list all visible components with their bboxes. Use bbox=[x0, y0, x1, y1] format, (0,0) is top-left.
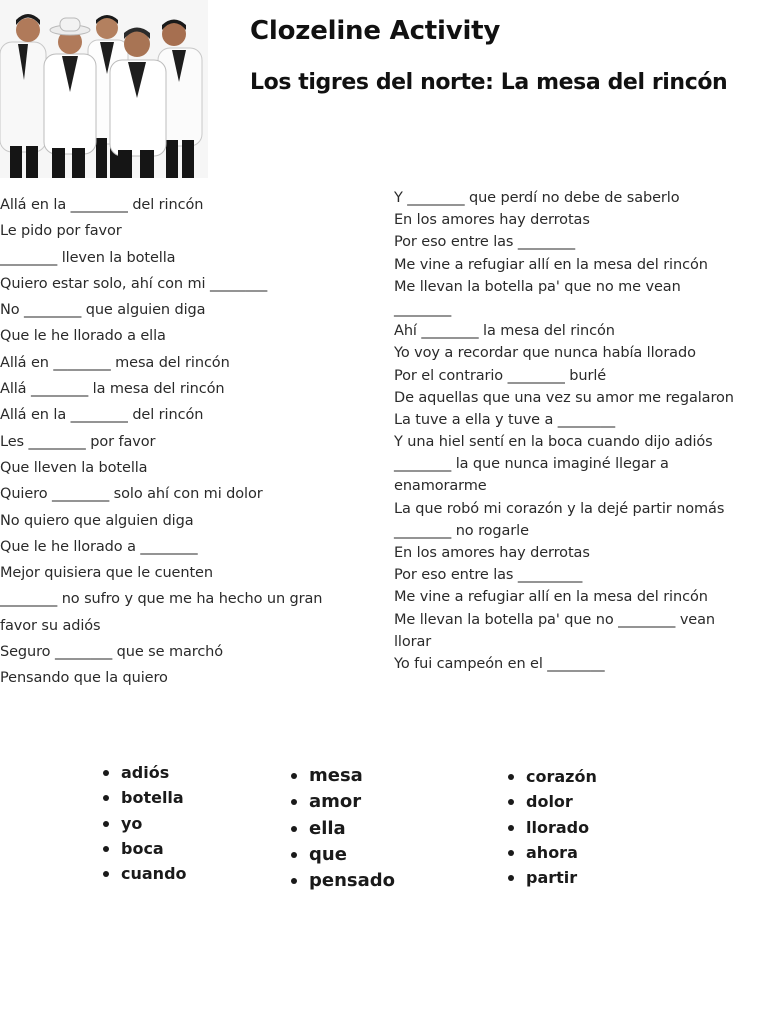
lyric-line: Le pido por favor bbox=[0, 223, 122, 240]
word-bank-item: cuando bbox=[101, 861, 187, 886]
lyric-line: ________ bbox=[394, 300, 452, 317]
lyric-line: Por eso entre las ________ bbox=[394, 234, 576, 251]
lyric-line: Mejor quisiera que le cuenten bbox=[0, 565, 213, 582]
page-title: Clozeline Activity bbox=[250, 16, 501, 46]
song-title: Los tigres del norte: La mesa del rincón bbox=[250, 70, 728, 95]
word-bank-item: que bbox=[289, 842, 395, 868]
word-bank-item: ella bbox=[289, 816, 395, 842]
lyric-line: ________ la que nunca imaginé llegar a bbox=[394, 456, 669, 473]
lyric-line: No ________ que alguien diga bbox=[0, 302, 206, 319]
lyric-line: Me llevan la botella pa' que no ________ vean bbox=[394, 611, 716, 628]
lyric-line: Yo voy a recordar que nunca había llorado bbox=[394, 345, 696, 362]
lyric-line: Me vine a refugiar allí en la mesa del rincón bbox=[394, 256, 708, 273]
lyric-line: Que lleven la botella bbox=[0, 459, 148, 476]
lyric-line: La tuve a ella y tuve a ________ bbox=[394, 411, 615, 428]
lyrics-right-column bbox=[394, 187, 734, 675]
lyric-line: Allá en la ________ del rincón bbox=[0, 197, 204, 213]
lyric-line: Me llevan la botella pa' que no me vean bbox=[394, 278, 681, 295]
word-bank-item: ahora bbox=[506, 840, 597, 865]
lyric-line: En los amores hay derrotas bbox=[394, 212, 590, 229]
lyric-line: ________ no rogarle bbox=[394, 522, 529, 539]
band-photo bbox=[0, 0, 208, 178]
word-bank-item: pensado bbox=[289, 868, 395, 894]
lyric-line: Allá ________ la mesa del rincón bbox=[0, 381, 225, 398]
lyric-line: Por eso entre las _________ bbox=[394, 567, 583, 584]
lyric-line: Quiero ________ solo ahí con mi dolor bbox=[0, 486, 263, 503]
lyrics-left-column bbox=[0, 192, 322, 692]
word-bank-column-2 bbox=[289, 763, 395, 894]
lyric-line: En los amores hay derrotas bbox=[394, 545, 590, 561]
word-bank-item: yo bbox=[101, 811, 187, 836]
lyric-line: Quiero estar solo, ahí con mi ________ bbox=[0, 275, 268, 292]
word-bank-item: amor bbox=[289, 789, 395, 815]
word-bank-item: mesa bbox=[289, 763, 395, 789]
lyric-line: ________ lleven la botella bbox=[0, 249, 176, 266]
lyric-line: Que le he llorado a ella bbox=[0, 328, 166, 345]
lyric-line: Pensando que la quiero bbox=[0, 670, 168, 687]
lyric-line: Ahí ________ la mesa del rincón bbox=[394, 323, 615, 340]
lyric-line: ________ no sufro y que me ha hecho un gran bbox=[0, 591, 323, 608]
word-bank-item: llorado bbox=[506, 815, 597, 840]
word-bank-item: boca bbox=[101, 836, 187, 861]
band-photo-icon bbox=[0, 0, 208, 178]
lyric-line: Allá en la ________ del rincón bbox=[0, 407, 204, 424]
lyric-line: favor su adiós bbox=[0, 617, 101, 634]
lyric-line: Y una hiel sentí en la boca cuando dijo adiós bbox=[394, 434, 713, 451]
lyric-line: Allá en ________ mesa del rincón bbox=[0, 354, 230, 371]
word-bank-item: partir bbox=[506, 865, 597, 890]
lyric-line: llorar bbox=[394, 633, 432, 650]
word-bank-column-1 bbox=[101, 760, 187, 886]
lyric-line: Me vine a refugiar allí en la mesa del rincón bbox=[394, 589, 708, 606]
word-bank-item: dolor bbox=[506, 789, 597, 814]
lyric-line: Seguro ________ que se marchó bbox=[0, 644, 224, 661]
lyric-line: Yo fui campeón en el ________ bbox=[394, 655, 605, 672]
word-bank-item: corazón bbox=[506, 764, 597, 789]
lyric-line: Les ________ por favor bbox=[0, 433, 156, 450]
lyric-line: Que le he llorado a ________ bbox=[0, 538, 198, 555]
lyric-line: Y ________ que perdí no debe de saberlo bbox=[394, 190, 680, 206]
word-bank-item: adiós bbox=[101, 760, 187, 785]
lyric-line: No quiero que alguien diga bbox=[0, 512, 194, 529]
word-bank-item: botella bbox=[101, 785, 187, 810]
lyric-line: La que robó mi corazón y la dejé partir nomás bbox=[394, 500, 725, 517]
lyric-line: enamorarme bbox=[394, 478, 487, 495]
lyric-line: De aquellas que una vez su amor me regalaron bbox=[394, 389, 734, 406]
word-bank-column-3 bbox=[506, 764, 597, 890]
lyric-line: Por el contrario ________ burlé bbox=[394, 367, 607, 384]
